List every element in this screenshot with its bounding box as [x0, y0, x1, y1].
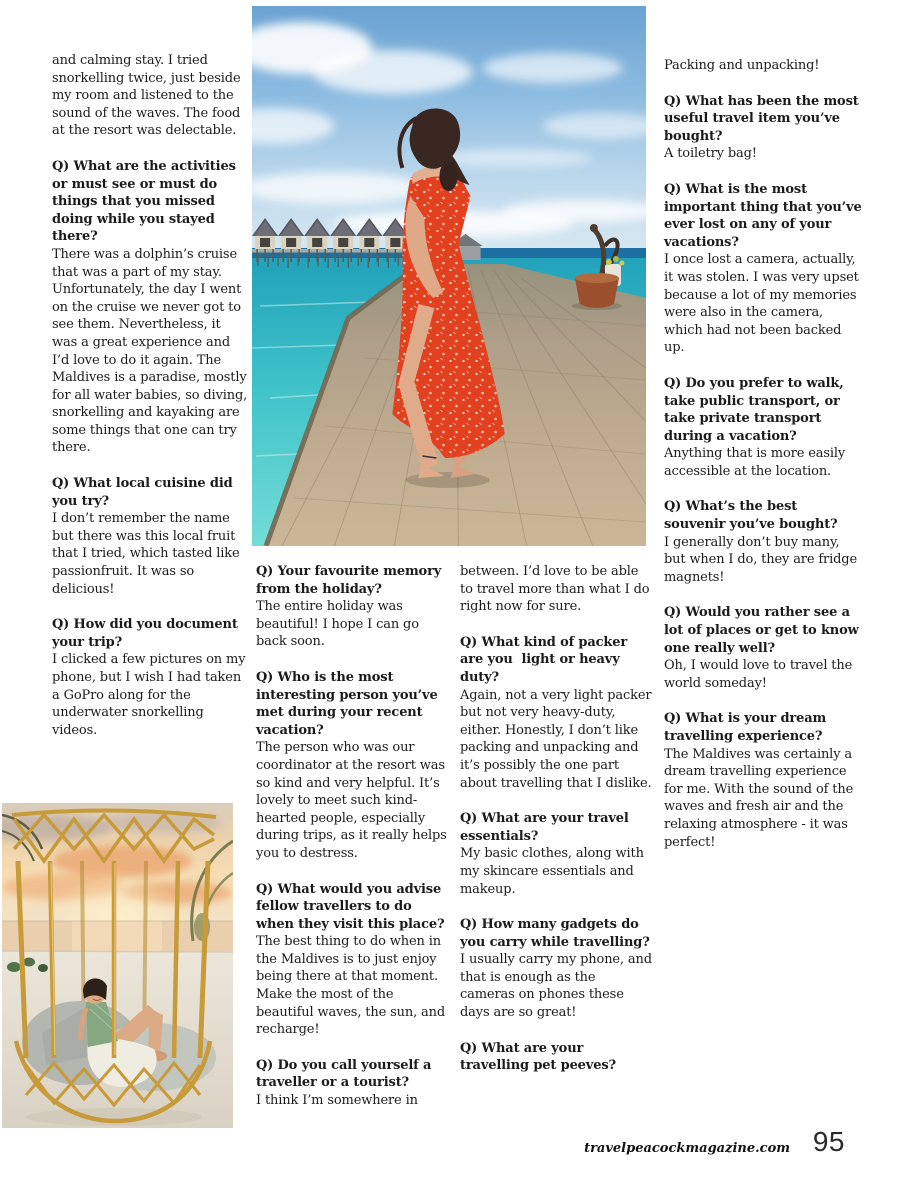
qa-block: [52, 616, 248, 739]
main-photo: [252, 6, 646, 546]
qa-block: [52, 52, 248, 140]
answer: I once lost a camera, actually, it was stolen. I was very upset because a lot of my memories were also in the camera, which had not been backed up.: [664, 252, 863, 356]
qa-block: [256, 563, 450, 651]
question: Q) What’s the best souvenir you’ve bought?: [664, 499, 838, 533]
qa-block: [460, 916, 656, 1022]
question: Q) What kind of packer are you light or heavy duty?: [460, 634, 632, 685]
question: Q) What is your dream travelling experience?: [664, 711, 831, 744]
answer: The Maldives was certainly a dream travelling experience for me. With the sound of the waves and fresh air and the relaxing atmosphere - it was perfect!: [664, 746, 858, 850]
qa-block: [460, 634, 656, 792]
qa-block: [460, 810, 652, 898]
question: Q) How many gadgets do you carry while travelling?: [460, 917, 650, 950]
question: Q) What is the most important thing that you’ve ever lost on any of your vacations?: [664, 181, 866, 250]
qa-block: [256, 1057, 450, 1110]
qa-block: [52, 475, 248, 598]
qa-block: [460, 1040, 652, 1075]
answer: and calming stay. I tried snorkelling twice, just beside my room and listened to the sound of the waves. The food at the resort was delectable.: [52, 53, 245, 139]
answer: A toiletry bag!: [664, 146, 757, 162]
answer: My basic clothes, along with my skincare essentials and makeup.: [460, 846, 648, 897]
page-number: 95: [812, 1126, 845, 1157]
question: Q) What are the activities or must see or must do things that you missed doing while you stayed there?: [52, 158, 241, 245]
answer: Anything that is more easily accessible at the location.: [664, 446, 850, 479]
qa-block: [460, 563, 652, 616]
answer: between. I’d love to be able to travel more than what I do right now for sure.: [460, 564, 654, 615]
question: Q) What are your travel essentials?: [460, 811, 634, 844]
article-column-center-right: [460, 563, 656, 1093]
qa-block: [256, 669, 450, 863]
qa-block: [664, 181, 866, 357]
question: Q) What are your travelling pet peeves?: [460, 1040, 616, 1074]
question: Q) What has been the most useful travel item you’ve bought?: [664, 93, 863, 144]
answer: Again, not a very light packer but not very heavy-duty, either. Honestly, I don’t like packing and unpacking and it’s possibly the one part about travelling that I dislike.: [460, 687, 656, 791]
answer: I usually carry my phone, and that is enough as the cameras on phones these days are so great!: [460, 952, 656, 1021]
answer: I generally don’t buy many, but when I do, they are fridge magnets!: [664, 534, 861, 585]
qa-block: [664, 57, 862, 75]
qa-block: [256, 881, 450, 1039]
question: Q) What local cuisine did you try?: [52, 476, 237, 509]
answer: There was a dolphin’s cruise that was a part of my stay. Unfortunately, the day I went on the cruise we never got to see them. Nevertheless, it was a great experience and I’d love to do it again. The Maldives is a paradise, mostly for all water babies, so diving, snorkelling and kayaking are some things that one can try there.: [52, 246, 252, 456]
bottom-left-photo: [2, 803, 233, 1128]
question: Q) How did you document your trip?: [52, 617, 243, 650]
question: Q) Would you rather see a lot of places or get to know one really well?: [664, 605, 864, 656]
qa-block: [664, 498, 862, 586]
question: Q) Do you call yourself a traveller or a tourist?: [256, 1057, 436, 1091]
article-column-right: [664, 57, 866, 869]
question: Q) Do you prefer to walk, take public transport, or take private transport during a vacation?: [664, 375, 849, 444]
qa-block: [664, 375, 862, 481]
question: Q) Your favourite memory from the holiday?: [256, 564, 446, 597]
answer: The entire holiday was beautiful! I hope I can go back soon.: [256, 599, 423, 650]
question: Q) What would you advise fellow travellers to do when they visit this place?: [256, 881, 446, 932]
answer: I clicked a few pictures on my phone, but I wish I had taken a GoPro along for the underwater snorkelling videos.: [52, 652, 250, 738]
magazine-website: travelpeacockmagazine.com: [584, 1141, 790, 1156]
answer: The person who was our coordinator at the resort was so kind and very helpful. It’s lovely to meet such kind-hearted people, especially during trips, as it really helps you to destress.: [256, 740, 451, 861]
qa-block: [664, 93, 862, 163]
question: Q) Who is the most interesting person you’ve met during your recent vacation?: [256, 669, 442, 738]
sunset-photo-illustration: [2, 803, 233, 1128]
answer: Oh, I would love to travel the world someday!: [664, 658, 857, 691]
article-column-left: [52, 52, 252, 757]
main-photo-illustration: [252, 6, 646, 546]
answer: Packing and unpacking!: [664, 58, 820, 73]
answer: I think I’m somewhere in: [256, 1093, 418, 1109]
qa-block: [664, 604, 862, 692]
article-column-middle: [256, 563, 450, 1128]
qa-block: [52, 158, 252, 457]
answer: I don’t remember the name but there was this local fruit that I tried, which tasted like passionfruit. It was so delicious!: [52, 511, 244, 597]
qa-block: [664, 710, 862, 851]
answer: The best thing to do when in the Maldives is to just enjoy being there at that moment. Make the most of the beautiful waves, the sun, and recharge!: [256, 934, 450, 1038]
